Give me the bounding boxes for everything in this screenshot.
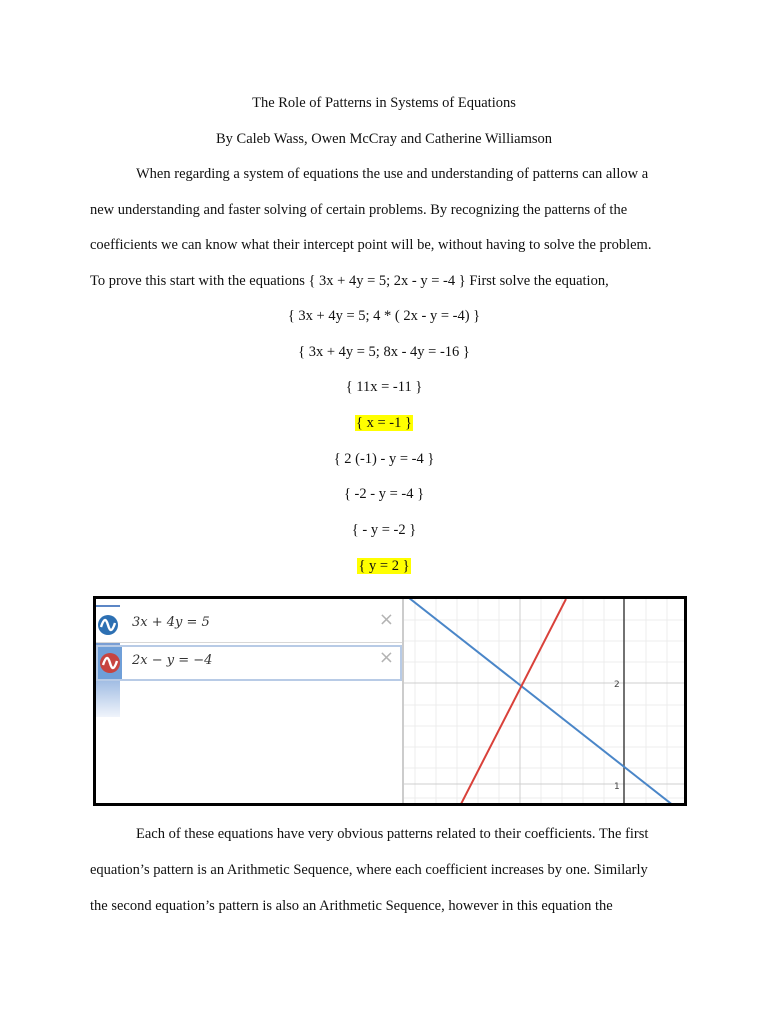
expression-panel	[96, 599, 402, 803]
paragraph2-line-2: equation’s pattern is an Arithmetic Sequence, where each coefficient increases by one. Similarly	[90, 862, 648, 878]
tick-label-2: 2	[614, 680, 620, 690]
highlight-y-result: { y = 2 }	[358, 558, 410, 574]
major-grid	[404, 599, 684, 803]
expression-row-1[interactable]	[96, 607, 402, 643]
step-5: { 2 (-1) - y = -4 }	[333, 451, 435, 467]
desmos-wave-icon[interactable]	[97, 614, 119, 636]
graph-screenshot	[93, 596, 687, 806]
close-icon[interactable]: ×	[378, 609, 394, 630]
paragraph1-line-1: When regarding a system of equations the use and understanding of patterns can allow a	[136, 166, 649, 182]
blue-line-3x-plus-4y	[404, 599, 674, 803]
highlight-x-result: { x = -1 }	[356, 415, 412, 431]
expression-row-2[interactable]	[96, 645, 402, 681]
step-1: { 3x + 4y = 5; 4 * ( 2x - y = -4) }	[287, 308, 481, 324]
expression-text-1[interactable]: 3x + 4y = 5	[132, 615, 210, 630]
paragraph2-line-3: the second equation’s pattern is also an Arithmetic Sequence, however in this equation the	[90, 898, 613, 914]
paragraph2-line-1: Each of these equations have very obvious patterns related to their coefficients. The first	[136, 826, 649, 842]
graph-canvas[interactable]	[404, 599, 684, 803]
authors-line: By Caleb Wass, Owen McCray and Catherine Williamson	[216, 131, 552, 147]
step-8-highlighted	[0, 557, 768, 575]
tick-label-1: 1	[614, 782, 620, 792]
document-title: The Role of Patterns in Systems of Equations	[252, 95, 516, 111]
step-2: { 3x + 4y = 5; 8x - 4y = -16 }	[298, 344, 470, 360]
close-icon[interactable]: ×	[378, 647, 394, 668]
paragraph1-line-3: coefficients we can know what their intercept point will be, without having to solve the problem.	[90, 237, 652, 253]
step-4-highlighted	[0, 414, 768, 432]
desmos-wave-icon[interactable]	[99, 652, 121, 674]
red-line-2x-minus-y	[460, 599, 566, 803]
paragraph1-line-2: new understanding and faster solving of certain problems. By recognizing the patterns of the	[90, 202, 628, 218]
minor-grid	[404, 599, 684, 803]
step-3: { 11x = -11 }	[345, 379, 423, 395]
expression-text-2[interactable]: 2x − y = −4	[132, 653, 213, 668]
step-7: { - y = -2 }	[351, 522, 417, 538]
step-6: { -2 - y = -4 }	[343, 486, 425, 502]
paragraph1-line-4: To prove this start with the equations { 3x + 4y = 5; 2x - y = -4 } First solve the equation,	[90, 273, 609, 289]
